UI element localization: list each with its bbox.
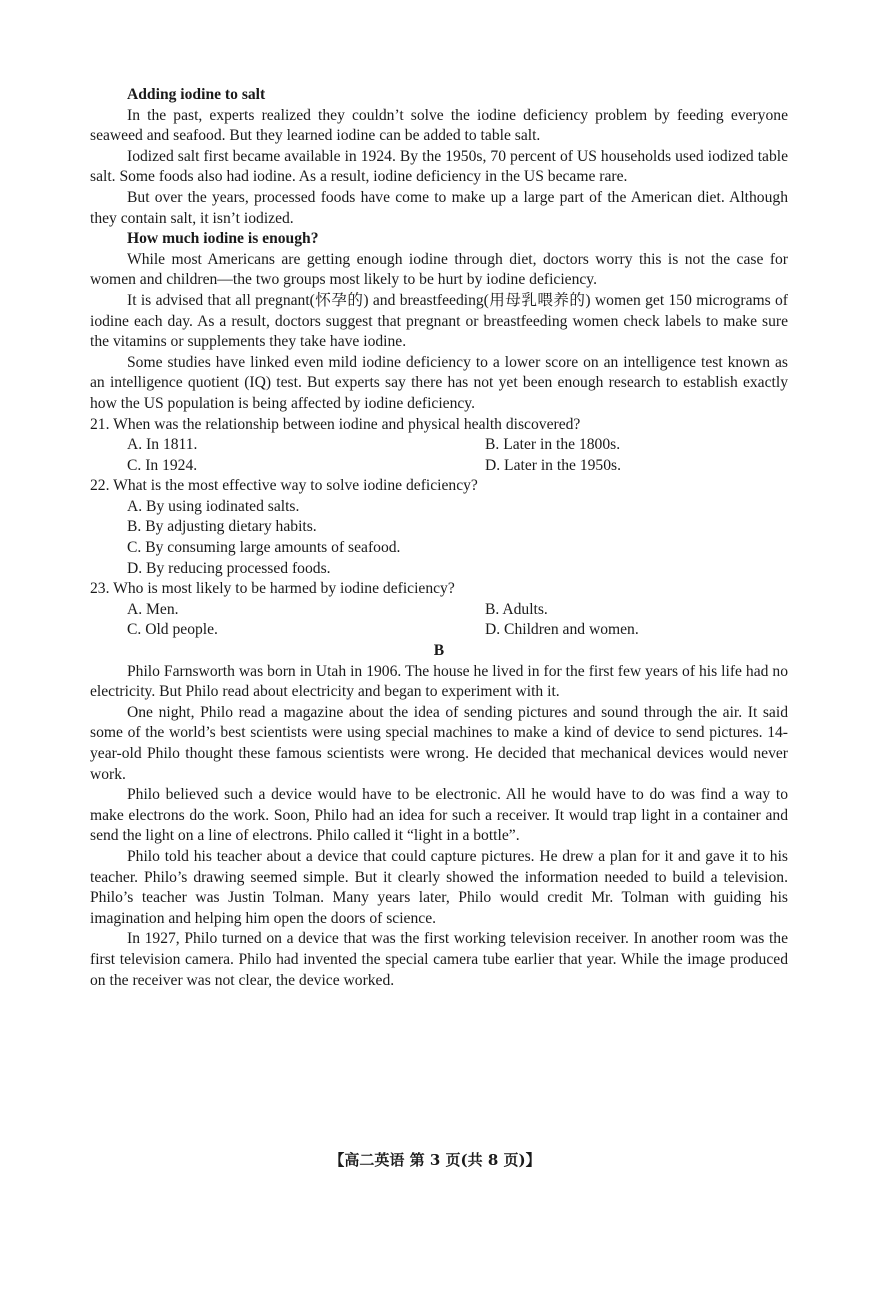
exam-page [90,85,788,991]
option-c: C. By consuming large amounts of seafood. [127,539,401,557]
option-d: D. By reducing processed foods. [127,559,331,577]
paragraph: It is advised that all pregnant(怀孕的) and breastfeeding(用母乳喂养的) women get 150 micrograms of iodine each day. As a result, doctors suggest that pregnant or breastfeeding women check labels to make sure the vitamins or supplements they take have iodine. [90,291,788,351]
paragraph: Some studies have linked even mild iodine deficiency to a lower score on an intelligence test known as an intelligence quotient (IQ) test. But experts say there has not yet been enough research to establish exactly how the US population is being affected by iodine deficiency. [90,353,788,412]
option-d: D. Children and women. [485,621,639,639]
paragraph: But over the years, processed foods have come to make up a large part of the American diet. Although they contain salt, it isn’t iodized. [90,188,788,227]
option-b: B. Adults. [485,600,548,618]
option-a: A. By using iodinated salts. [127,497,300,515]
option-c: C. In 1924. [127,456,198,474]
option-c: C. Old people. [127,621,218,639]
paragraph: Iodized salt first became available in 1924. By the 1950s, 70 percent of US households used iodized table salt. Some foods also had iodine. As a result, iodine deficiency in the US became rare. [90,147,788,186]
paragraph: Philo told his teacher about a device that could capture pictures. He drew a plan for it and gave it to his teacher. Philo’s drawing seemed simple. But it clearly showed the information needed to build a television. Philo’s teacher was Justin Tolman. Many years later, Philo would credit Mr. Tolman with guiding his imagination and helping him open the doors of science. [90,847,788,927]
paragraph: In 1927, Philo turned on a device that was the first working television receiver. In another room was the first television camera. Philo had invented the special camera tube earlier that year. While the image produced on the receiver was not clear, the device worked. [90,930,788,989]
option-d: D. Later in the 1950s. [485,456,621,474]
paragraph: While most Americans are getting enough iodine through diet, doctors worry this is not the case for women and children—the two groups most likely to be hurt by iodine deficiency. [90,250,788,289]
heading-how-much-iodine: How much iodine is enough? [127,230,319,248]
paragraph: Philo Farnsworth was born in Utah in 1906. The house he lived in for the first few years of his life had no electricity. But Philo read about electricity and began to experiment with it. [90,662,788,701]
question-23-options [90,600,788,641]
paragraph: In the past, experts realized they couldn’t solve the iodine deficiency problem by feeding everyone seaweed and seafood. But they learned iodine can be added to table salt. [90,106,788,145]
question-22: 22. What is the most effective way to solve iodine deficiency? [90,477,478,495]
question-21: 21. When was the relationship between iodine and physical health discovered? [90,415,581,433]
question-21-options [90,435,788,476]
paragraph: Philo believed such a device would have to be electronic. All he would have to do was find a way to make electrons do the work. Soon, Philo had an idea for such a receiver. It would trap light in a container and send the light on a line of electrons. Philo called it “light in a bottle”. [90,786,788,845]
question-23: 23. Who is most likely to be harmed by iodine deficiency? [90,580,455,598]
option-b: B. Later in the 1800s. [485,436,621,454]
section-b-label: B [433,642,445,660]
option-a: A. In 1811. [127,436,198,454]
page-footer: 【高二英语 第 3 页(共 8 页)】 [329,1151,541,1169]
option-b: B. By adjusting dietary habits. [127,518,317,536]
heading-adding-iodine: Adding iodine to salt [127,86,266,103]
paragraph: One night, Philo read a magazine about the idea of sending pictures and sound through the air. It said some of the world’s best scientists were using special machines to make a kind of device to send pictures. 14-year-old Philo thought these famous scientists were wrong. He decided that mechanical devices would never work. [90,703,788,783]
option-a: A. Men. [127,600,179,618]
